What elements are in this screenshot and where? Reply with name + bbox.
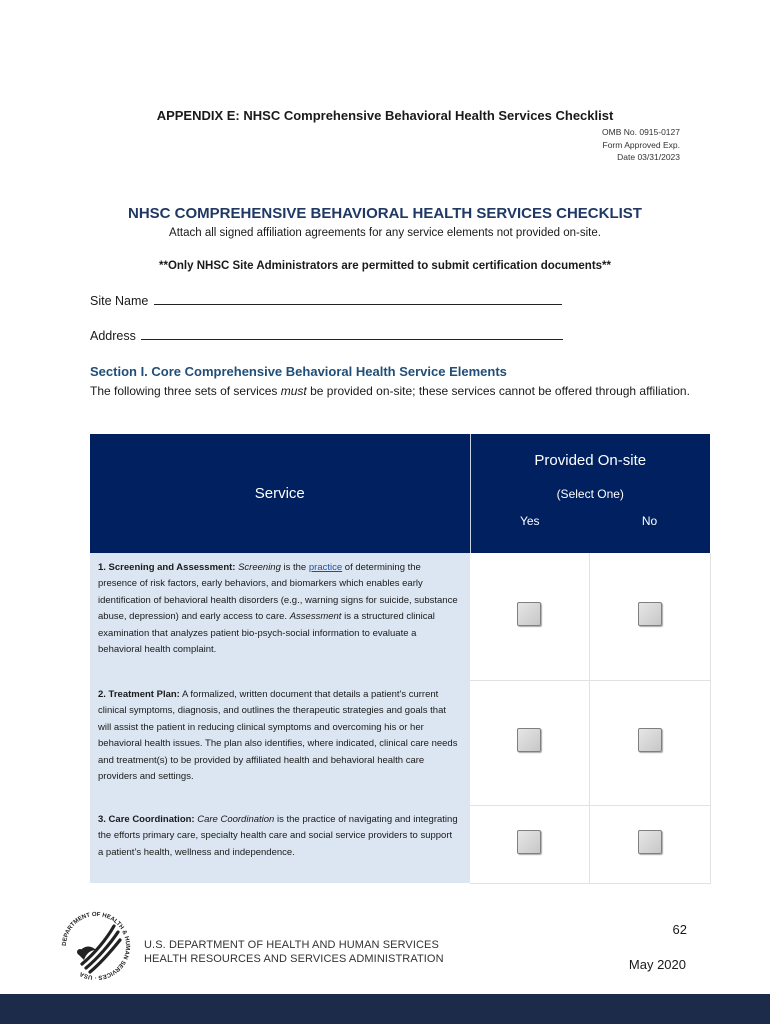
hhs-eagle-logo [56, 906, 136, 991]
screening-no-cell [589, 553, 710, 680]
desc-text: is a structured clinical examination that analyzes patient bio-psych-social information to evaluate a behavioral health complaint. [98, 611, 435, 656]
practice-link[interactable]: practice [308, 562, 343, 573]
desc-text: is the [280, 562, 309, 573]
care-coordination-description [90, 805, 470, 883]
section-title: Section I. Core Comprehensive Behavioral Health Service Elements [90, 364, 507, 379]
screening-description [90, 553, 470, 680]
service-row-screening [90, 553, 710, 680]
dept-line-1: U.S. DEPARTMENT OF HEALTH AND HUMAN SERVICES [144, 939, 439, 951]
care-coordination-no-checkbox[interactable] [638, 830, 662, 854]
care-coordination-term: Care Coordination [197, 814, 275, 825]
treatment-plan-description [90, 680, 470, 805]
desc-text: of determining the presence of risk factors, early behaviors, and biomarkers which enables early identification of behavioral health disorders (e.g., warning signs for suicide, substance abuse, depression) and early access to care. [98, 562, 458, 623]
form-instruction: Attach all signed affiliation agreements for any service elements not provided on-site. [169, 227, 601, 239]
dept-line-2: HEALTH RESOURCES AND SERVICES ADMINISTRATION [144, 953, 444, 965]
screening-title: 1. Screening and Assessment: [98, 562, 236, 573]
site-name-label: Site Name [90, 294, 149, 308]
omb-expiry-date: Date 03/31/2023 [617, 152, 680, 162]
omb-number: OMB No. 0915-0127 [602, 127, 680, 137]
treatment-plan-yes-checkbox[interactable] [517, 728, 541, 752]
treatment-plan-title: 2. Treatment Plan: [98, 689, 180, 700]
address-field [90, 329, 563, 343]
address-label: Address [90, 329, 136, 343]
service-row-care-coordination [90, 805, 710, 883]
section-desc-text: The following three sets of services [90, 384, 281, 398]
coordination-no-cell [589, 805, 710, 883]
no-column-header: No [589, 510, 710, 553]
form-title: NHSC COMPREHENSIVE BEHAVIORAL HEALTH SERVICES CHECKLIST [128, 205, 642, 222]
screening-yes-cell [470, 553, 589, 680]
treatment-plan-no-checkbox[interactable] [638, 728, 662, 752]
treatment-yes-cell [470, 680, 589, 805]
page-number: 62 [672, 922, 687, 937]
service-column-header: Service [90, 434, 470, 553]
service-row-treatment-plan [90, 680, 710, 805]
section-desc-text-end: be provided on-site; these services cannot be offered through affiliation. [306, 384, 690, 398]
services-checklist-table [90, 434, 711, 884]
screening-no-checkbox[interactable] [638, 602, 662, 626]
svg-text:DEPARTMENT OF HEALTH & HUMAN S [62, 912, 130, 980]
section-desc-emphasis: must [280, 384, 307, 398]
section-description [90, 383, 690, 400]
care-coordination-title: 3. Care Coordination: [98, 814, 195, 825]
footer-bar [0, 994, 770, 1024]
site-name-field [90, 294, 562, 308]
coordination-yes-cell [470, 805, 589, 883]
screening-term: Screening [238, 562, 281, 573]
omb-info [602, 126, 680, 164]
address-input-line[interactable] [141, 329, 563, 340]
appendix-title: APPENDIX E: NHSC Comprehensive Behavioral Health Services Checklist [156, 108, 614, 123]
department-name [144, 938, 444, 966]
publication-date: May 2020 [628, 957, 686, 972]
select-one-label: (Select One) [470, 478, 710, 510]
site-name-input-line[interactable] [154, 294, 562, 305]
omb-approval: Form Approved Exp. [602, 139, 680, 150]
care-coordination-yes-checkbox[interactable] [517, 830, 541, 854]
yes-column-header: Yes [470, 510, 589, 553]
admin-notice: **Only NHSC Site Administrators are permitted to submit certification documents** [159, 260, 611, 272]
screening-yes-checkbox[interactable] [517, 602, 541, 626]
desc-text: is the practice of navigating and integrating the efforts primary care, specialty health care and social service providers to support a patient’s health, wellness and independence. [98, 814, 458, 858]
assessment-term: Assessment [289, 611, 342, 623]
logo-ring-text: DEPARTMENT OF HEALTH & HUMAN SERVICES · USA [61, 911, 131, 981]
provided-onsite-header: Provided On-site [470, 434, 710, 478]
desc-text: A formalized, written document that details a patient's current clinical symptoms, diagnosis, and outlines the therapeutic strategies and goals that will assist the patient in reducing clinical symptoms and overcoming his or her behavioral health issues. The plan also identifies, where indicated, clinical care needs and treatment(s) to be provided by affiliated health and behavioral health care providers and settings. [98, 689, 458, 783]
treatment-no-cell [589, 680, 710, 805]
